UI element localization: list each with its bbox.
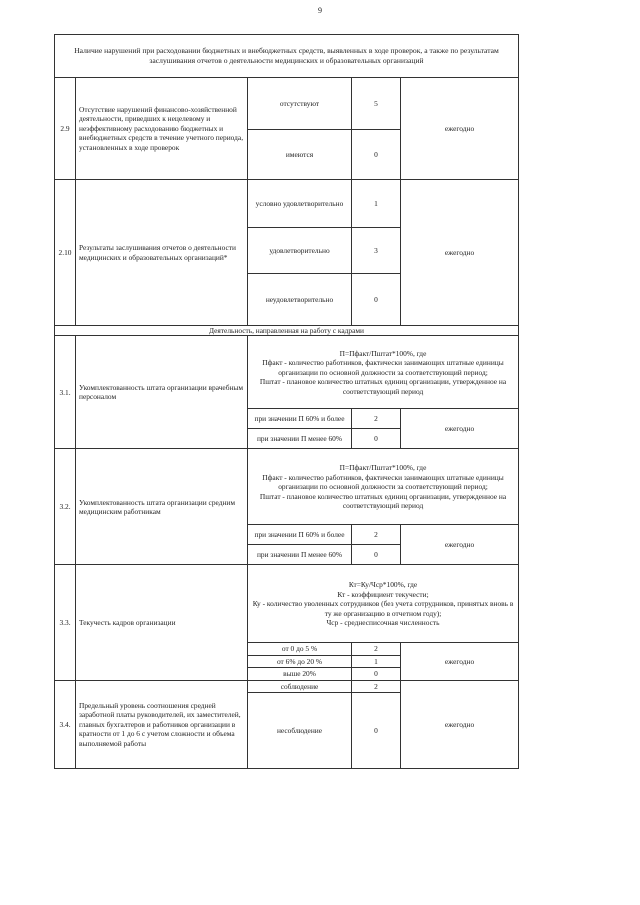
table-row (55, 680, 519, 692)
score: 5 (352, 78, 401, 130)
formula-definition: Пфакт - количество работников, фактически занимающих штатные единицы организации по основной должности за соответствующий период; (262, 472, 504, 492)
formula-definition: Пштат - плановое количество штатных единиц организации, утвержденное на соответствующий период (259, 377, 507, 396)
row-number: 3.4. (55, 680, 76, 768)
formula-definition: Чср - среднесписочная численность (326, 618, 440, 628)
criterion: несоблюдение (248, 693, 352, 769)
indicator-name: Текучесть кадров организации (76, 565, 248, 680)
indicator-name: Результаты заслушивания отчетов о деятельности медицинских и образовательных организаций* (76, 180, 248, 326)
score: 1 (352, 655, 401, 667)
score: 2 (352, 409, 401, 429)
criterion: от 6% до 20 % (248, 655, 352, 667)
score: 0 (352, 130, 401, 180)
formula: П=Пфакт/Пштат*100%, где (339, 348, 427, 358)
score: 2 (352, 680, 401, 692)
criterion: соблюдение (248, 680, 352, 692)
indicator-name: Укомплектованность штата организации средним медицинским работникам (76, 449, 248, 565)
row-number: 3.1. (55, 336, 76, 449)
formula-definition: Пфакт - количество работников, фактически занимающих штатные единицы организации по основной должности за соответствующий период; (262, 358, 504, 377)
section-row (55, 326, 519, 336)
table-row (55, 449, 519, 525)
period: ежегодно (401, 78, 519, 180)
formula-block (248, 336, 519, 409)
score: 0 (352, 668, 401, 680)
indicator-name: Предельный уровень соотношения средней заработной платы руководителей, их заместителей, главных бухгалтеров и работников организации в кратности от 1 до 6 с учетом сложности и объема выполняемой работы (76, 680, 248, 768)
criteria-table (54, 34, 519, 769)
score: 0 (352, 429, 401, 449)
indicator-name: Отсутствие нарушений финансово-хозяйственной деятельности, приведших к нецелевому и неэффективному расходованию бюджетных и внебюджетных средств в течение учетного периода, установленных в ходе проверок (76, 78, 248, 180)
page-number: 9 (318, 6, 322, 15)
criterion: при значении П менее 60% (248, 545, 352, 565)
criterion: удовлетворительно (248, 228, 352, 274)
indicator-name: Укомплектованность штата организации врачебным персоналом (76, 336, 248, 449)
table-row (55, 180, 519, 228)
period: ежегодно (401, 180, 519, 326)
table-row (55, 336, 519, 409)
formula-block (248, 449, 519, 525)
formula-definition: Ку - количество уволенных сотрудников (без учета сотрудников, принятых вновь в ту же организацию в отчетном году); (252, 599, 514, 618)
section-title: Деятельность, направленная на работу с кадрами (55, 326, 519, 336)
score: 2 (352, 525, 401, 545)
criterion: имеются (248, 130, 352, 180)
table-row (55, 78, 519, 130)
period: ежегодно (401, 525, 519, 565)
table-header: Наличие нарушений при расходовании бюджетных и внебюджетных средств, выявленных в ходе проверок, а также по результатам заслушивания отчетов о деятельности медицинских и образовательных организаций (55, 35, 519, 78)
period: ежегодно (401, 643, 519, 680)
formula-definition: Пштат - плановое количество штатных единиц организации, утвержденное на соответствующий период (259, 491, 507, 511)
score: 3 (352, 228, 401, 274)
criterion: при значении П 60% и более (248, 525, 352, 545)
criterion: при значении П менее 60% (248, 429, 352, 449)
period: ежегодно (401, 680, 519, 768)
row-number: 3.3. (55, 565, 76, 680)
score: 0 (352, 545, 401, 565)
criterion: от 0 до 5 % (248, 643, 352, 655)
row-number: 2.10 (55, 180, 76, 326)
period: ежегодно (401, 409, 519, 449)
criterion: при значении П 60% и более (248, 409, 352, 429)
formula-block (248, 565, 519, 643)
criterion: неудовлетворительно (248, 274, 352, 326)
table-header-row (55, 35, 519, 78)
formula-definition: Кт - коэффициент текучести; (337, 589, 429, 599)
row-number: 3.2. (55, 449, 76, 565)
criterion: условно удовлетворительно (248, 180, 352, 228)
score: 0 (352, 693, 401, 769)
formula: Кт=Ку/Чср*100%, где (348, 580, 418, 590)
table-row (55, 565, 519, 643)
score: 2 (352, 643, 401, 655)
criterion: отсутствуют (248, 78, 352, 130)
score: 0 (352, 274, 401, 326)
row-number: 2.9 (55, 78, 76, 180)
score: 1 (352, 180, 401, 228)
criterion: выше 20% (248, 668, 352, 680)
formula: П=Пфакт/Пштат*100%, где (339, 463, 427, 473)
